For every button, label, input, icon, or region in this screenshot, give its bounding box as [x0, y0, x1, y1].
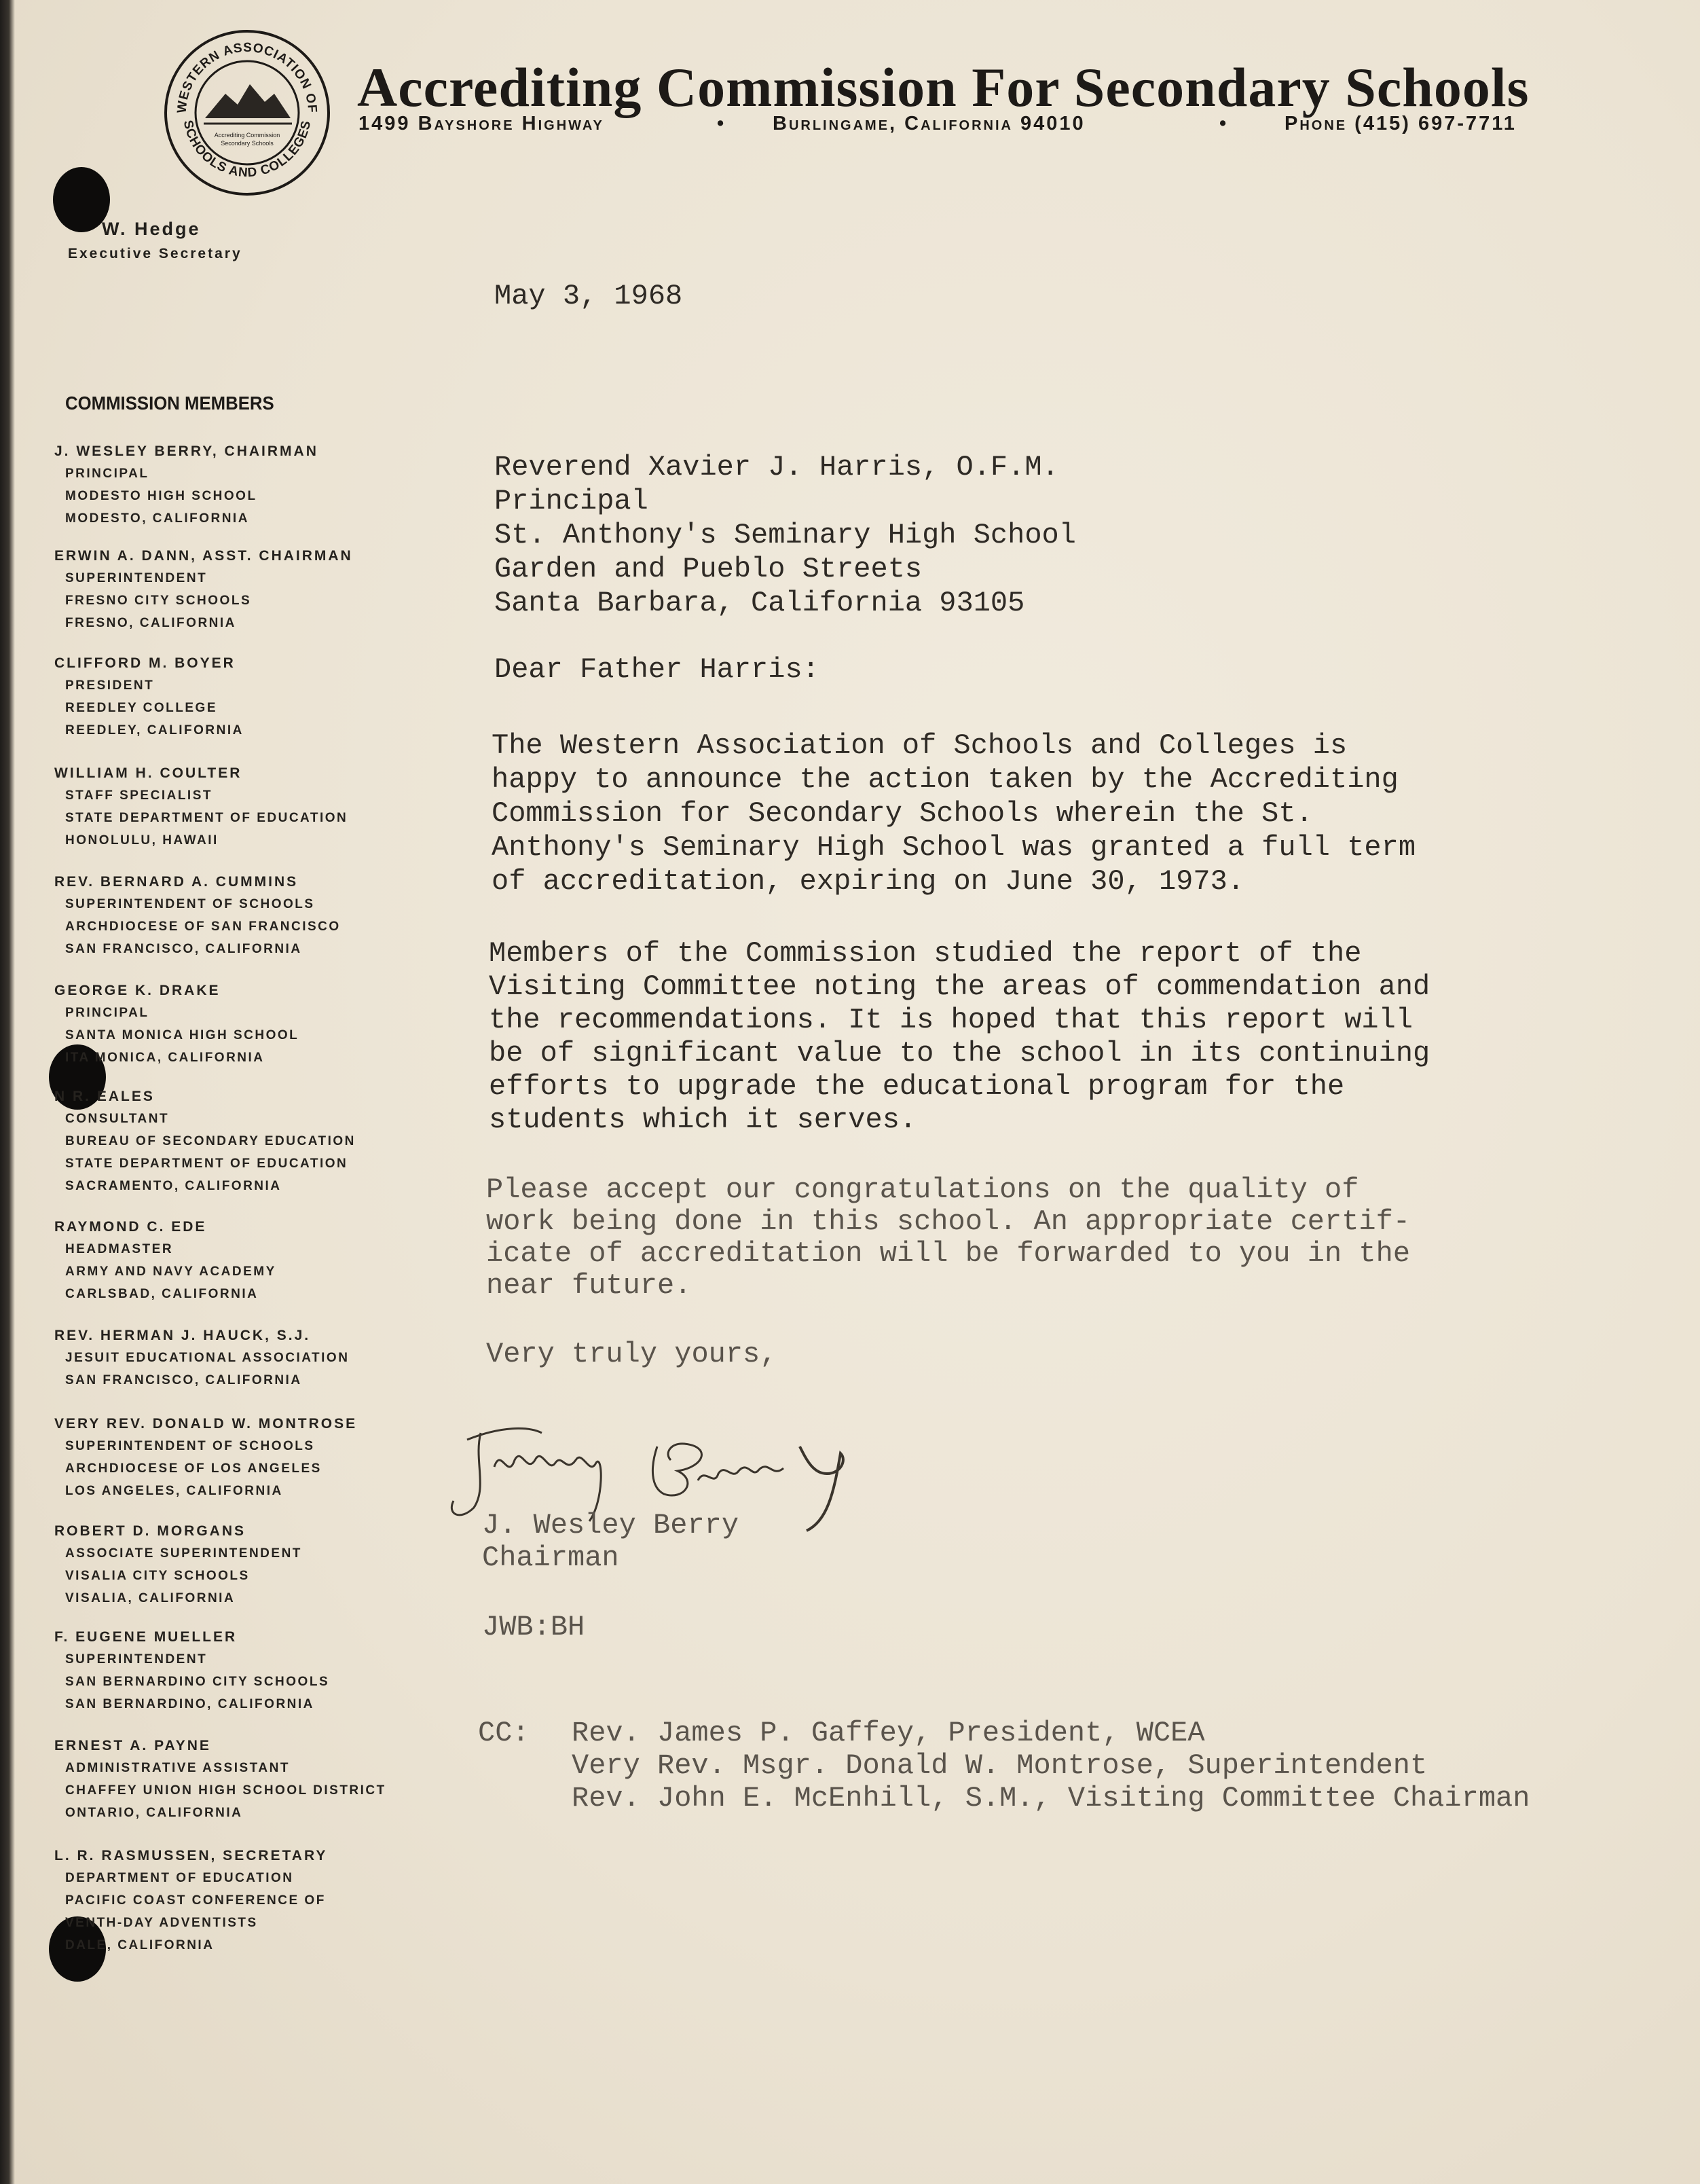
- address-separator-1: •: [717, 113, 724, 134]
- executive-secretary-name: W. Hedge: [102, 219, 201, 239]
- paragraph-line: students which it serves.: [489, 1104, 917, 1136]
- paragraph-line: Visiting Committee noting the areas of commendation and: [489, 970, 1430, 1003]
- recipient-line: St. Anthony's Seminary High School: [494, 519, 1076, 551]
- commission-member: [54, 1844, 435, 1956]
- member-detail: MODESTO HIGH SCHOOL: [65, 489, 257, 503]
- paragraph-line: Anthony's Seminary High School was granted a full term: [492, 831, 1416, 864]
- member-detail: JESUIT EDUCATIONAL ASSOCIATION: [65, 1351, 350, 1365]
- member-detail: CHAFFEY UNION HIGH SCHOOL DISTRICT: [65, 1783, 386, 1798]
- member-detail: FRESNO CITY SCHOOLS: [65, 594, 252, 608]
- member-name: REV. HERMAN J. HAUCK, S.J.: [54, 1328, 311, 1343]
- commission-member: [54, 440, 435, 530]
- member-detail: SAN FRANCISCO, CALIFORNIA: [65, 942, 302, 956]
- member-name: L. R. RASMUSSEN, SECRETARY: [54, 1848, 328, 1863]
- executive-secretary-title: Executive Secretary: [68, 246, 242, 261]
- svg-text:SCHOOLS AND COLLEGES: SCHOOLS AND COLLEGES: [180, 119, 314, 181]
- member-detail: SUPERINTENDENT: [65, 571, 208, 585]
- cc-recipient: Rev. John E. McEnhill, S.M., Visiting Committee Chairman: [572, 1782, 1530, 1815]
- commission-member: [54, 1626, 435, 1715]
- commission-member: [54, 1413, 435, 1502]
- commission-member: [54, 979, 435, 1069]
- member-name: ERNEST A. PAYNE: [54, 1738, 211, 1753]
- member-detail: STAFF SPECIALIST: [65, 788, 212, 803]
- paragraph-line: be of significant value to the school in its continuing: [489, 1037, 1430, 1070]
- commission-member: [54, 652, 435, 742]
- paragraph-line: near future.: [486, 1269, 692, 1302]
- member-name: GEORGE K. DRAKE: [54, 983, 221, 998]
- member-detail: SACRAMENTO, CALIFORNIA: [65, 1179, 282, 1193]
- paragraph-line: icate of accreditation will be forwarded to you in the: [486, 1237, 1411, 1270]
- phone-number: Phone (415) 697-7711: [1285, 113, 1517, 134]
- commission-member: [54, 1085, 435, 1197]
- commission-member: [54, 1520, 435, 1609]
- recipient-line: Principal: [494, 485, 648, 517]
- commission-member: [54, 762, 435, 852]
- member-detail: VISALIA, CALIFORNIA: [65, 1591, 236, 1605]
- paragraph-line: of accreditation, expiring on June 30, 1973.: [492, 865, 1244, 898]
- member-name: ROBERT D. MORGANS: [54, 1523, 246, 1539]
- letter-date: May 3, 1968: [494, 280, 683, 312]
- member-detail: CARLSBAD, CALIFORNIA: [65, 1287, 259, 1301]
- commission-member: [54, 545, 435, 634]
- member-name: WILLIAM H. COULTER: [54, 765, 242, 781]
- member-detail: ARCHDIOCESE OF LOS ANGELES: [65, 1461, 322, 1476]
- member-detail: VISALIA CITY SCHOOLS: [65, 1569, 250, 1583]
- member-name: ERWIN A. DANN, ASST. CHAIRMAN: [54, 548, 353, 564]
- commission-member: [54, 871, 435, 960]
- paragraph-line: the recommendations. It is hoped that this report will: [489, 1004, 1413, 1036]
- member-detail: STATE DEPARTMENT OF EDUCATION: [65, 811, 348, 825]
- member-detail: ITA MONICA, CALIFORNIA: [65, 1051, 265, 1065]
- member-detail: HEADMASTER: [65, 1242, 174, 1256]
- svg-text:WESTERN ASSOCIATION OF: WESTERN ASSOCIATION OF: [174, 40, 320, 114]
- member-detail: BUREAU OF SECONDARY EDUCATION: [65, 1134, 356, 1148]
- member-detail: HONOLULU, HAWAII: [65, 833, 219, 848]
- address-separator-2: •: [1219, 113, 1227, 134]
- association-seal-logo: [163, 29, 331, 197]
- commission-member: [54, 1216, 435, 1305]
- paragraph-line: Members of the Commission studied the report of the: [489, 937, 1362, 970]
- member-detail: LOS ANGELES, CALIFORNIA: [65, 1484, 283, 1498]
- member-detail: REEDLEY COLLEGE: [65, 701, 218, 715]
- member-name: N R. EALES: [54, 1089, 155, 1104]
- recipient-line: Garden and Pueblo Streets: [494, 553, 923, 585]
- member-detail: SUPERINTENDENT: [65, 1652, 208, 1667]
- commission-member: [54, 1734, 435, 1824]
- member-detail: STATE DEPARTMENT OF EDUCATION: [65, 1157, 348, 1171]
- member-name: F. EUGENE MUELLER: [54, 1629, 238, 1645]
- member-detail: ADMINISTRATIVE ASSISTANT: [65, 1761, 290, 1775]
- member-detail: SAN BERNARDINO, CALIFORNIA: [65, 1697, 314, 1711]
- address-city: Burlingame, California 94010: [773, 113, 1086, 134]
- member-detail: SANTA MONICA HIGH SCHOOL: [65, 1028, 299, 1042]
- member-detail: SAN BERNARDINO CITY SCHOOLS: [65, 1675, 330, 1689]
- member-detail: PACIFIC COAST CONFERENCE OF: [65, 1893, 326, 1908]
- closing: Very truly yours,: [486, 1338, 777, 1370]
- page-binding-edge: [0, 0, 15, 2184]
- paragraph-line: Commission for Secondary Schools wherein the St.: [492, 797, 1313, 830]
- member-detail: ASSOCIATE SUPERINTENDENT: [65, 1546, 302, 1561]
- organization-name: Accrediting Commission For Secondary Schools: [357, 56, 1530, 118]
- signer-title: Chairman: [482, 1542, 619, 1574]
- member-detail: DALE, CALIFORNIA: [65, 1938, 215, 1952]
- salutation: Dear Father Harris:: [494, 653, 819, 686]
- member-detail: DEPARTMENT OF EDUCATION: [65, 1871, 294, 1885]
- member-detail: MODESTO, CALIFORNIA: [65, 511, 249, 526]
- member-name: RAYMOND C. EDE: [54, 1219, 207, 1235]
- recipient-line: Santa Barbara, California 93105: [494, 587, 1025, 619]
- member-name: CLIFFORD M. BOYER: [54, 655, 236, 671]
- recipient-line: Reverend Xavier J. Harris, O.F.M.: [494, 451, 1059, 484]
- cc-label: CC:: [478, 1717, 530, 1749]
- paragraph-line: happy to announce the action taken by the Accrediting: [492, 763, 1399, 796]
- commission-member: [54, 1324, 435, 1391]
- member-detail: PRINCIPAL: [65, 467, 149, 481]
- member-detail: PRESIDENT: [65, 678, 155, 693]
- member-detail: SAN FRANCISCO, CALIFORNIA: [65, 1373, 302, 1387]
- member-detail: PRINCIPAL: [65, 1006, 149, 1020]
- address-street: 1499 Bayshore Highway: [358, 113, 604, 134]
- reference-initials: JWB:BH: [482, 1611, 585, 1643]
- member-detail: FRESNO, CALIFORNIA: [65, 616, 236, 630]
- member-name: VERY REV. DONALD W. MONTROSE: [54, 1416, 358, 1432]
- paragraph-line: Please accept our congratulations on the quality of: [486, 1173, 1359, 1206]
- signer-name: J. Wesley Berry: [482, 1509, 739, 1542]
- svg-text:Secondary Schools: Secondary Schools: [221, 140, 274, 147]
- commission-members-heading: COMMISSION MEMBERS: [65, 393, 274, 414]
- member-detail: SUPERINTENDENT OF SCHOOLS: [65, 1439, 315, 1453]
- member-detail: REEDLEY, CALIFORNIA: [65, 723, 244, 738]
- member-detail: CONSULTANT: [65, 1112, 170, 1126]
- member-name: REV. BERNARD A. CUMMINS: [54, 874, 299, 890]
- paragraph-line: The Western Association of Schools and Colleges is: [492, 729, 1348, 762]
- member-name: J. WESLEY BERRY, CHAIRMAN: [54, 443, 318, 459]
- paragraph-line: efforts to upgrade the educational program for the: [489, 1070, 1345, 1103]
- member-detail: VENTH-DAY ADVENTISTS: [65, 1916, 258, 1930]
- svg-text:Accrediting Commission: Accrediting Commission: [214, 132, 280, 139]
- cc-recipient: Rev. James P. Gaffey, President, WCEA: [572, 1717, 1205, 1749]
- member-detail: SUPERINTENDENT OF SCHOOLS: [65, 897, 315, 911]
- member-detail: ARMY AND NAVY ACADEMY: [65, 1264, 276, 1279]
- paragraph-line: work being done in this school. An appropriate certif-: [486, 1205, 1411, 1238]
- member-detail: ARCHDIOCESE OF SAN FRANCISCO: [65, 920, 341, 934]
- cc-recipient: Very Rev. Msgr. Donald W. Montrose, Superintendent: [572, 1749, 1428, 1782]
- member-detail: ONTARIO, CALIFORNIA: [65, 1806, 243, 1820]
